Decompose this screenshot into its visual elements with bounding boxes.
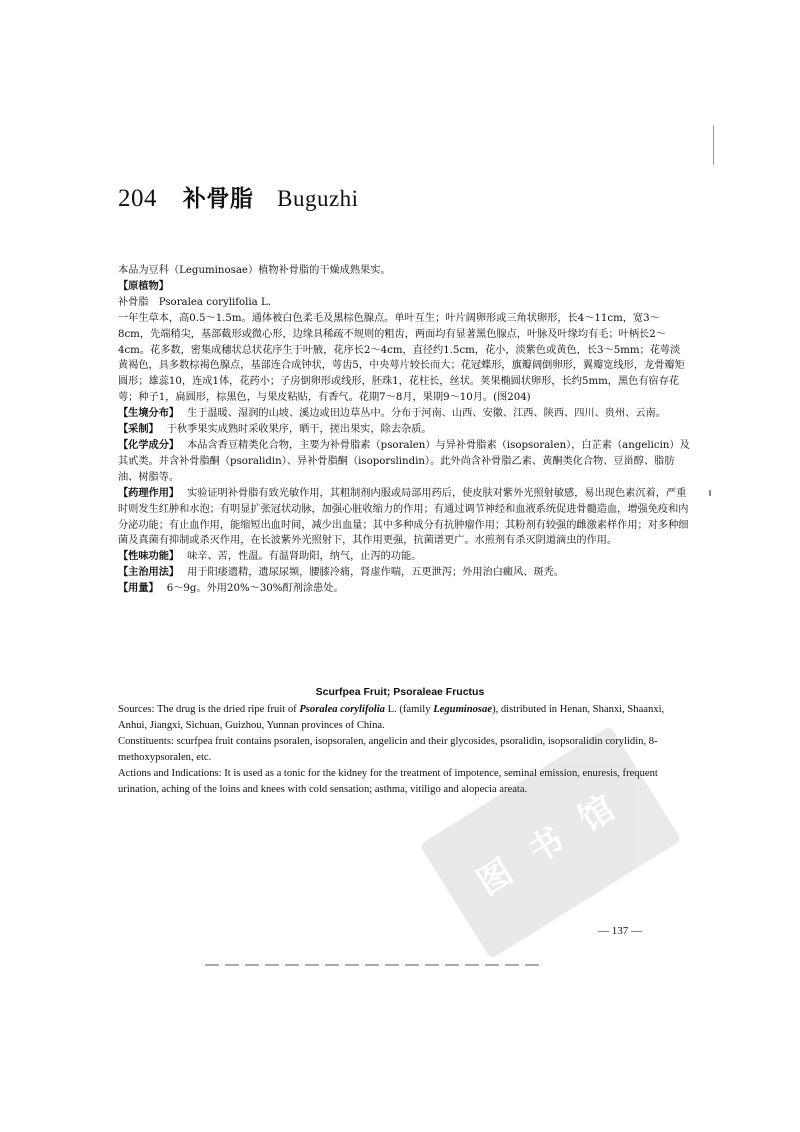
usage-section <box>118 565 690 581</box>
orig-plant-name: 补骨脂 Psoralea corylifolia L. <box>118 296 271 308</box>
english-title: Scurfpea Fruit; Psoraleae Fructus <box>315 686 485 698</box>
pharm-heading: 【药理作用】 <box>118 487 180 499</box>
library-stamp-watermark: 图 书 馆 <box>419 726 681 960</box>
english-actions: Actions and Indications: It is used as a tonic for the kidney for the treatment of impotence, seminal emission, enuresis, frequent urination, aching of the loins and knees with cold sensation; asthma, vitiligo and alopecia areata. <box>118 767 658 795</box>
entry-chinese-name: 补骨脂 <box>182 186 254 212</box>
pharm-text: 实验证明补骨脂有致光敏作用，其粗制剂内服或局部用药后，使皮肤对紫外光照射敏感，易出现色素沉着，严重时则发生红肿和水泡；有明显扩张冠状动脉，加强心脏收缩力的作用；有通过调节神经和血液系统促进骨髓造血，增强免疫和内分泌功能；有止血作用，能缩短出血时间，减少出血量；其中多种成分有抗肿瘤作用；其粉剂有较强的雌激素样作用；对多种细菌及真菌有抑制或杀灭作用，在长波紫外光照射下，其作用更强，抗菌谱更广。水煎剂有杀灭阴道滴虫的作用。 <box>118 487 689 547</box>
dose-section <box>118 581 690 597</box>
usage-text: 用于阳痿遗精，遗尿尿频，腰膝冷痛，肾虚作喘，五更泄泻；外用治白癜风、斑秃。 <box>187 567 565 579</box>
page-number: — 137 — <box>598 925 642 937</box>
chem-heading: 【化学成分】 <box>118 439 180 451</box>
english-sources <box>118 702 678 734</box>
chem-text: 本品含香豆精类化合物，主要为补骨脂素（psoralen）与异补骨脂素（isopsoralen），白芷素（angelicin）及其甙类。并含补骨脂酮（psoralidin）、异补骨脂酮（isoporslindin）。此外尚含补骨脂乙素、黄酮类化合物、豆甾醇、脂肪油、树脂等。 <box>118 439 690 483</box>
sources-lead: Sources: The drug is the dried ripe fruit of <box>118 704 300 715</box>
entry-number: 204 <box>118 185 157 212</box>
scan-bottom-rule <box>205 964 545 966</box>
collect-heading: 【采制】 <box>118 424 159 436</box>
chem-section <box>118 438 690 486</box>
nature-section <box>118 549 690 565</box>
sources-tail: ), distributed in Henan, Shanxi, Shaanxi, Anhui, Jiangxi, Sichuan, Guizhou, Yunnan provinces of China. <box>118 704 665 731</box>
english-constituents: Constituents: scurfpea fruit contains psoralen, isopsoralen, angelicin and their glycosides, psoralidin, isopsoralidin corylidin, 8-methoxypsoralen, etc. <box>118 735 658 763</box>
page-edge-mark <box>713 125 714 165</box>
nature-heading: 【性味功能】 <box>118 551 180 563</box>
collect-text: 于秋季果实成熟时采收果序，晒干，搓出果实，除去杂质。 <box>166 424 432 436</box>
dose-heading: 【用量】 <box>118 583 159 595</box>
habitat-text: 生于温暖、湿润的山坡、溪边或田边草丛中。分布于河南、山西、安徽、江西、陕西、四川、贵州、云南。 <box>187 408 666 420</box>
sources-mid: L. (family <box>384 704 434 715</box>
sources-family: Leguminosae <box>433 704 493 715</box>
nature-text: 味辛、苦，性温。有温肾助阳，纳气，止泻的功能。 <box>187 551 422 563</box>
page-edge-dot <box>709 490 711 496</box>
collect-section <box>118 422 690 438</box>
dose-text: 6～9g。外用20%～30%酊剂涂患处。 <box>166 583 344 595</box>
intro-text: 本品为豆科（Leguminosae）植物补骨脂的干燥成熟果实。 <box>118 265 391 276</box>
usage-heading: 【主治用法】 <box>118 567 180 579</box>
entry-heading <box>118 180 359 213</box>
orig-plant-description: 一年生草本，高0.5～1.5m。通体被白色柔毛及黑棕色腺点。单叶互生；叶片阔卵形或三角状卵形，长4～11cm，宽3～8cm，先端稍尖，基部截形或微心形，边缘具稀疏不规则的粗齿，两面均有显著黑色腺点，叶脉及叶缘均有毛；叶柄长2～4cm。花多数，密集成穗状总状花序生于叶腋，花序长2～4cm，直径约1.5cm，花小，淡紫色或黄色，长3～5mm；花萼淡黄褐色，具多数棕褐色腺点，基部连合成钟状，萼齿5，中央萼片较长而大；花冠蝶形，旗瓣阔倒卵形，翼瓣宽线形，龙骨瓣矩圆形；雄蕊10，连成1体，花药小；子房倒卵形或线形，胚珠1，花柱长，丝状。荚果椭圆状卵形，长约5mm，黑色有宿存花萼；种子1，扁圆形，棕黑色，与果皮粘贴，有香气。花期7～8月，果期9～10月。(图204) <box>118 312 685 404</box>
orig-plant-heading: 【原植物】 <box>118 280 169 292</box>
habitat-heading: 【生境分布】 <box>118 408 180 420</box>
pharm-section <box>118 486 690 550</box>
habitat-section <box>118 406 690 422</box>
chinese-description <box>118 263 690 597</box>
entry-pinyin: Buguzhi <box>277 186 359 211</box>
sources-latin-name: Psoralea corylifolia <box>299 704 385 715</box>
